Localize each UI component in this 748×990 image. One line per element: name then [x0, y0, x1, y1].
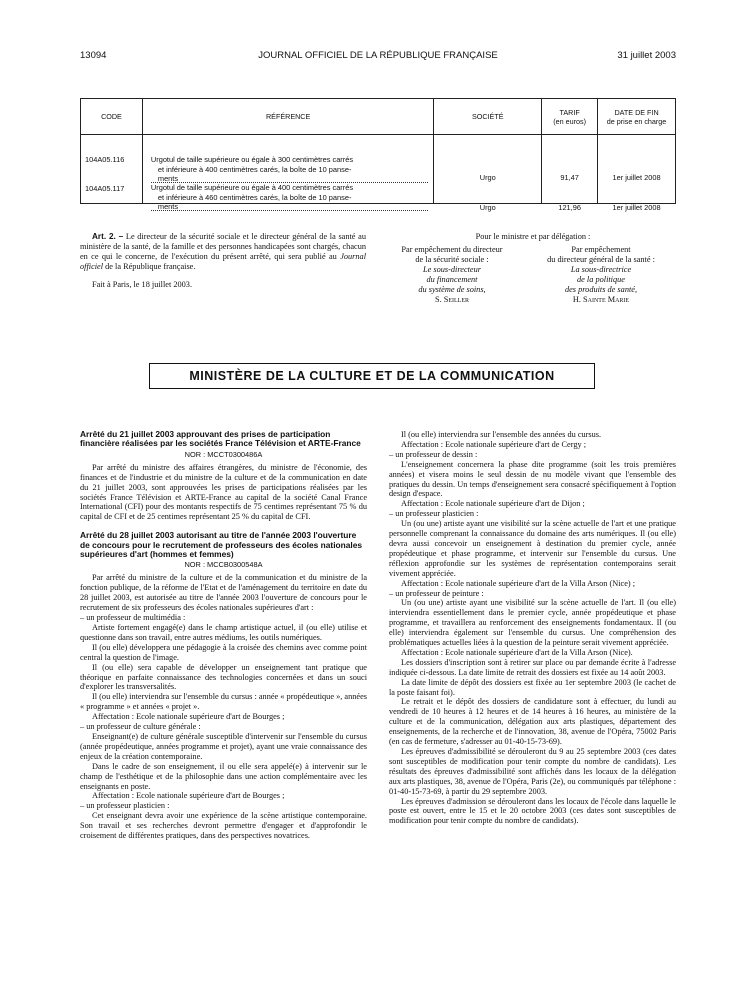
- running-header: [80, 50, 676, 64]
- article-2-text: Art. 2. – Le directeur de la sécurité sociale et le directeur général de la santé au ministère de la santé, de la famille et des personnes handicapées sont chargés, chacun en ce qui le concerne, de l'exécution du présent arrêté, qui sera publié au Journal officiel de la République française.: [80, 232, 366, 271]
- paragraph: Un (ou une) artiste ayant une visibilité sur la scène actuelle de l'art et une pratique personnelle comprenant la connaissance du domaine des arts numériques. Il (ou elle) devra aussi concevoir un enseignement à destination du premier cycle, année propédeutique et phase programme, et intervenir sur l'ensemble du cursus. Une réflexion approfondie sur les systèmes de représentation contemporains serait vivement appréciée.: [389, 519, 676, 578]
- paragraph: L'enseignement concernera la phase dite programme (soit les trois premières années) et visera moins le seul dessin de nu modèle vivant que l'ensemble des pratiques du dessin. Un temps d'enseignement sera consacré spécifiquement à l'option design d'espace.: [389, 459, 676, 499]
- societe-cell: [434, 135, 542, 212]
- col-tarif: [542, 99, 598, 135]
- journal-title: JOURNAL OFFICIEL DE LA RÉPUBLIQUE FRANÇAISE: [258, 50, 498, 61]
- paragraph: Les épreuves d'admission se dérouleront dans les locaux de l'école dans laquelle le poste est ouvert, entre le 15 et le 20 octobre 2003 (ces dates sont susceptibles de modification pour tenir compte du nombre de candidats).: [389, 796, 676, 826]
- table-body: [81, 135, 676, 204]
- signature-intro: Pour le ministre et par délégation :: [475, 232, 591, 241]
- paragraph: Cet enseignant devra avoir une expérience de la scène artistique contemporaine. Son travail et ses recherches devront permettre d'engager et d'approfondir le croisement de différentes pratiques, dans des perspectives novatrices.: [80, 811, 367, 841]
- fait-a-paris: Fait à Paris, le 18 juillet 2003.: [92, 279, 193, 289]
- table-row-tarif: 91,47: [560, 173, 579, 182]
- paragraph: Affectation : Ecole nationale supérieure d'art de Bourges ;: [92, 791, 285, 801]
- col-tarif-label: TARIF: [559, 107, 580, 117]
- paragraph: Affectation : Ecole nationale supérieure d'art de Bourges ;: [92, 712, 285, 722]
- paragraph: Les dossiers d'inscription sont à retirer sur place ou par demande écrite à l'adresse indiquée ci-dessous. La date limite de retrait des dossiers est fixée au 14 août 2003.: [389, 657, 676, 677]
- paragraph: Enseignant(e) de culture générale susceptible d'intervenir sur l'ensemble du cursus (année propédeutique, années programme et projet), ayant une vraie connaissance des enjeux de la création contemporaine.: [80, 731, 367, 761]
- paragraph: Affectation : Ecole nationale supérieure d'art de Dijon ;: [401, 499, 585, 509]
- arrete-2-title: Arrêté du 28 juillet 2003 autorisant au titre de l'année 2003 l'ouverture de concours pour le recrutement de professeurs des écoles nationales supérieures d'art (hommes et femmes): [80, 530, 363, 560]
- col-date-label: DATE DE FIN: [614, 107, 659, 117]
- paragraph: Artiste fortement engagé(e) dans le champ artistique actuel, il (ou elle) utilise et questionne dans son travail, entre autres médiums, les outils numériques.: [80, 623, 367, 642]
- col-code: CODE: [81, 99, 143, 135]
- arrete-1-nor: NOR : MCCT0300486A: [184, 449, 263, 459]
- list-item: – un professeur plasticien :: [80, 801, 170, 811]
- table-row-code: 104A05.117: [85, 184, 125, 193]
- arrete-2-nor: NOR : MCCB0300548A: [184, 560, 263, 570]
- paragraph: Le retrait et le dépôt des dossiers de candidature sont à effectuer, du lundi au vendredi de 10 heures à 12 heures et de 14 heures à 16 heures, au ministère de la culture et de la communication, délégation aux arts plastiques, département des enseignements, de la recherche et de l'innovation, 38, avenue de l'Opéra, 75002 Paris (en cas de fermeture, s'adresser au 01-40-15-73-69).: [389, 697, 676, 747]
- paragraph: Affectation : Ecole nationale supérieure d'art de la Villa Arson (Nice).: [401, 647, 633, 657]
- list-item: – un professeur de multimédia :: [80, 613, 186, 623]
- table-row-code: 104A05.116: [85, 155, 125, 164]
- arrete-1-title: Arrêté du 21 juillet 2003 approuvant des prises de participation financière réalisées par les sociétés France Télévision et ARTE-France: [80, 429, 361, 449]
- col-tarif-unit: (en euros): [553, 116, 587, 126]
- right-column: [389, 430, 676, 826]
- table-header-row: [81, 99, 676, 135]
- signature-right: Par empêchement du directeur général de la santé : La sous-directrice de la politique des produits de santé, H. Sainte Marie: [547, 245, 655, 304]
- signature-left: Par empêchement du directeur de la sécurité sociale : Le sous-directeur du financement du système de soins, S. Seiller: [401, 245, 503, 304]
- paragraph: Un (ou une) artiste ayant une visibilité sur la scène actuelle de l'art. Il (ou elle) interviendra essentiellement dans le premier cycle, année propédeutique et phase programme, et travaillera au renforcement des enseignements fondamentaux. Il (ou elle) interviendra également sur l'ensemble du cursus. Une compréhension des problématiques actuelles liées à la question de la peinture serait vivement appréciée.: [389, 598, 676, 648]
- paragraph: Il (ou elle) sera capable de développer un enseignement tant pratique que théorique en parfaite connaissance des technologies concernées et dans un souci d'explorer les transversalités.: [80, 662, 367, 692]
- arrete-1-body: Par arrêté du ministre des affaires étrangères, du ministre de l'économie, des finances et de l'industrie et du ministre de la culture et de la communication en date du 21 juillet 2003, sont approuvées les prises de participations réalisées par les sociétés France Télévision et ARTE-France au capital de la société Canal France International (CFI) pour des montants respectifs de 75 centimes représentant 75 % du capital de CFI et de 25 centimes représentant 25 % du capital de CFI.: [80, 462, 367, 522]
- page-number: 13094: [80, 50, 107, 61]
- list-item: – un professeur de culture générale :: [80, 722, 201, 732]
- paragraph: Il (ou elle) interviendra sur l'ensemble des années du cursus.: [401, 430, 602, 439]
- issue-date: 31 juillet 2003: [617, 50, 676, 61]
- col-date: [598, 99, 676, 135]
- list-item: – un professeur de dessin :: [389, 449, 478, 459]
- table-row-societe: Urgo: [479, 173, 496, 182]
- table-row-date: 1er juillet 2008: [612, 173, 661, 182]
- ministry-heading: MINISTÈRE DE LA CULTURE ET DE LA COMMUNICATION: [149, 363, 595, 389]
- paragraph: Il (ou elle) interviendra sur l'ensemble du cursus : année « propédeutique », années « programme » et années « projet ».: [80, 692, 367, 712]
- tariff-table: [80, 98, 676, 212]
- col-reference: RÉFÉRENCE: [142, 99, 433, 135]
- paragraph: Les épreuves d'admissibilité se dérouleront du 9 au 25 septembre 2003 (ces dates sont susceptibles de modification pour tenir compte du nombre de candidats). Les résultats des épreuves d'admissibilité sont affichés dans les locaux de la délégation aux arts plastiques, 38, avenue de l'Opéra, Paris (2e), ou communiqués par téléphone : 01-40-15-73-69, à partir du 29 septembre 2003.: [389, 747, 676, 796]
- table-row-reference: Urgotul de taille supérieure ou égale à 400 centimètres carrés et inférieure à 460 centimètres carés, la boîte de 10 panse- ments: [151, 183, 428, 211]
- paragraph: Dans le cadre de son enseignement, il ou elle sera appelé(e) à intervenir sur le champ de l'esthétique et de la philosophie dans une action complémentaire avec les enseignants en poste.: [80, 761, 367, 791]
- paragraph: Il (ou elle) développera une pédagogie à la croisée des chemins avec comme point central la question de l'image.: [80, 642, 367, 662]
- tarif-cell: [542, 135, 598, 212]
- paragraph: Affectation : Ecole nationale supérieure d'art de la Villa Arson (Nice) ;: [401, 578, 636, 588]
- table-row-tarif: 121,96: [558, 203, 581, 212]
- codes-cell: [81, 135, 143, 204]
- table-row-reference: Urgotul de taille supérieure ou égale à 300 centimètres carrés et inférieure à 400 centimètres carés, la boîte de 10 panse- ments: [151, 155, 428, 183]
- table-row-date: 1er juillet 2008: [612, 203, 661, 212]
- paragraph: La date limite de dépôt des dossiers est fixée au 1er septembre 2003 (le cachet de la poste faisant foi).: [389, 677, 676, 697]
- date-cell: [598, 135, 676, 212]
- paragraph: Affectation : Ecole nationale supérieure d'art de Cergy ;: [401, 439, 587, 449]
- col-date-sub: de prise en charge: [606, 116, 667, 126]
- article-2: [80, 232, 366, 290]
- list-item: – un professeur plasticien :: [389, 509, 479, 519]
- list-item: – un professeur de peinture :: [389, 588, 484, 598]
- col-societe: SOCIÉTÉ: [434, 99, 542, 135]
- table-row-societe: Urgo: [479, 203, 496, 212]
- paragraph: Par arrêté du ministre de la culture et de la communication et du ministre de la fonction publique, de la réforme de l'Etat et de l'aménagement du territoire en date du 28 juillet 2003, est autorisée au titre de l'année 2003 l'ouverture de concours pour le recrutement de six professeurs des écoles nationales supérieures d'art :: [80, 573, 367, 613]
- left-column: [80, 430, 367, 841]
- refs-cell: [142, 135, 433, 212]
